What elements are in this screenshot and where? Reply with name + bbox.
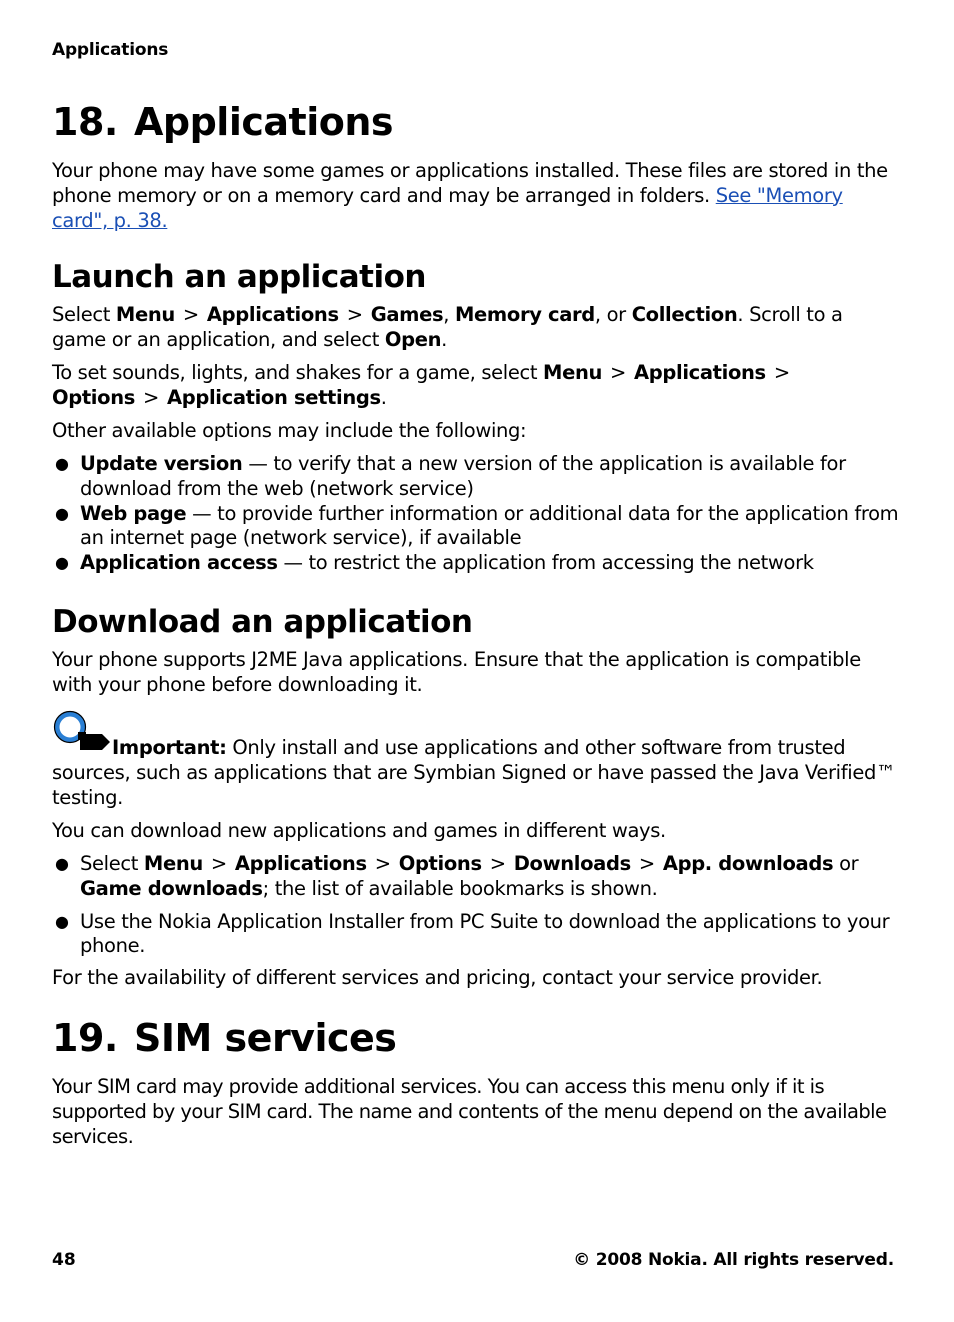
list-item: ● Select Menu > Applications > Options > Downloads > App. downloads or Game downloads; the list of available bookmarks is shown. <box>55 852 859 900</box>
running-head: Applications <box>52 40 169 60</box>
bullet-icon: ● <box>55 503 69 523</box>
launch-paragraph-3: Other available options may include the following: <box>52 419 527 442</box>
launch-paragraph-2: To set sounds, lights, and shakes for a game, select Menu > Applications > Options > Application settings. <box>52 361 790 409</box>
download-paragraph-2: You can download new applications and games in different ways. <box>52 819 666 842</box>
chapter-18-intro: Your phone may have some games or applications installed. These files are stored in the phone memory or on a memory card and may be arranged in folders. See "Memory card", p. 38. <box>52 159 888 232</box>
chapter-18-heading <box>52 100 393 144</box>
bullet-icon: ● <box>55 911 69 931</box>
launch-paragraph-1: Select Menu > Applications > Games, Memory card, or Collection. Scroll to a game or an application, and select Open. <box>52 303 843 351</box>
list-item: ● Web page — to provide further information or additional data for the application from an internet page (network service), if available <box>55 501 899 550</box>
chapter-number: 19. <box>52 1016 118 1060</box>
copyright: © 2008 Nokia. All rights reserved. <box>573 1250 894 1270</box>
list-item: ● Update version — to verify that a new version of the application is available for download from the web (network service) <box>55 452 846 500</box>
chapter-title: Applications <box>134 100 393 144</box>
chapter-number: 18. <box>52 100 118 144</box>
launch-options-list <box>52 452 902 576</box>
download-methods-list <box>52 852 902 959</box>
chapter-19-heading <box>52 1016 396 1060</box>
chapter-title: SIM services <box>134 1016 397 1060</box>
download-heading: Download an application <box>52 604 473 640</box>
memory-card-link[interactable]: See "Memory card", p. 38. <box>52 183 843 232</box>
page-number: 48 <box>52 1250 76 1270</box>
list-item: ● Use the Nokia Application Installer from PC Suite to download the applications to your phone. <box>55 909 890 958</box>
bullet-icon: ● <box>55 854 69 873</box>
launch-heading: Launch an application <box>52 259 426 295</box>
bullet-icon: ● <box>55 454 69 473</box>
download-paragraph-1: Your phone supports J2ME Java applications. Ensure that the application is compatible with your phone before downloading it. <box>52 648 861 696</box>
bullet-icon: ● <box>55 553 69 573</box>
important-label: Important: <box>112 736 227 759</box>
chapter-19-paragraph: Your SIM card may provide additional services. You can access this menu only if it is supported by your SIM card. The name and contents of the menu depend on the available services. <box>52 1075 887 1148</box>
list-item: ● Application access — to restrict the application from accessing the network <box>55 551 814 575</box>
important-note: Important: Only install and use applications and other software from trusted sources, such as applications that are Symbian Signed or have passed the Java Verified™ testing. <box>52 736 896 809</box>
download-paragraph-3: For the availability of different services and pricing, contact your service provider. <box>52 966 823 989</box>
